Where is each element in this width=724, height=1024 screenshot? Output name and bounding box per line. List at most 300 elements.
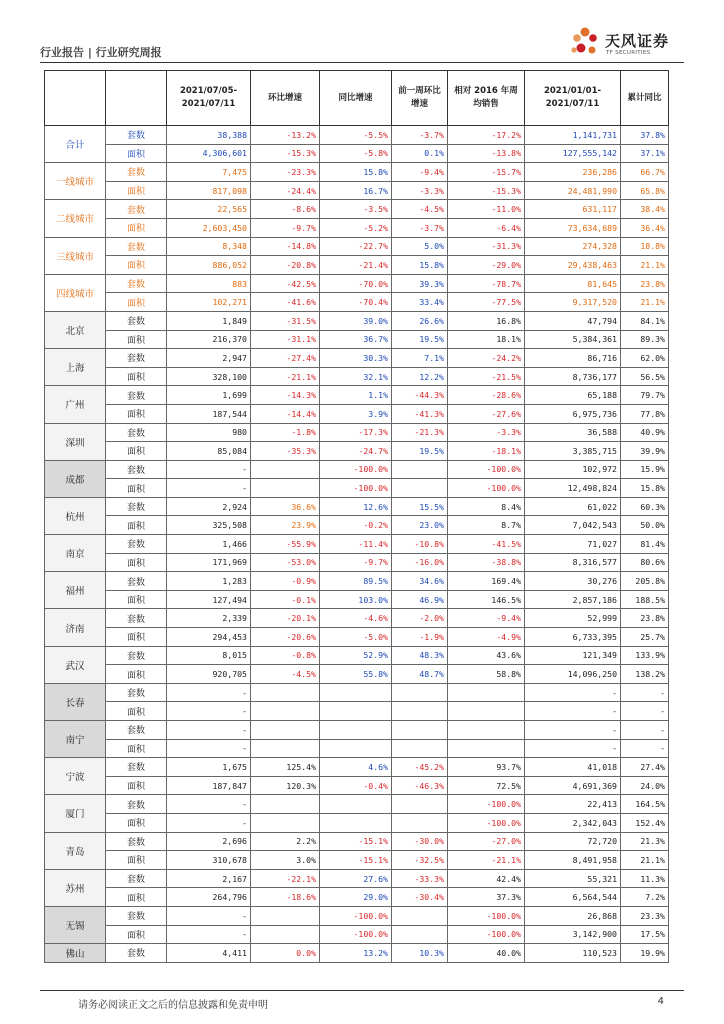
value-cell: -9.7% xyxy=(251,218,320,237)
value-cell xyxy=(251,739,320,758)
value-cell: 37.1% xyxy=(621,144,669,163)
metric-cell: 套数 xyxy=(106,237,167,256)
value-cell: -70.0% xyxy=(320,274,392,293)
metric-cell: 套数 xyxy=(106,163,167,182)
value-cell: -70.4% xyxy=(320,293,392,312)
footer-divider xyxy=(40,990,684,991)
table-row xyxy=(45,906,669,925)
weekly-value-cell: - xyxy=(167,925,251,944)
value-cell: 60.3% xyxy=(621,497,669,516)
value-cell xyxy=(392,721,448,740)
value-cell: 2,342,043 xyxy=(525,813,621,832)
value-cell: 84.1% xyxy=(621,311,669,330)
weekly-value-cell: - xyxy=(167,739,251,758)
table-row xyxy=(45,126,669,145)
value-cell: -4.9% xyxy=(448,628,525,647)
value-cell: -42.5% xyxy=(251,274,320,293)
column-header xyxy=(106,71,167,126)
value-cell: 56.5% xyxy=(621,367,669,386)
value-cell: -24.2% xyxy=(448,349,525,368)
value-cell: 8.4% xyxy=(448,497,525,516)
sales-table xyxy=(44,70,669,963)
weekly-value-cell: 4,411 xyxy=(167,944,251,963)
value-cell: 103.0% xyxy=(320,590,392,609)
value-cell: 81,645 xyxy=(525,274,621,293)
metric-cell: 套数 xyxy=(106,609,167,628)
table-row xyxy=(45,683,669,702)
value-cell: 5.0% xyxy=(392,237,448,256)
value-cell xyxy=(251,721,320,740)
table-body xyxy=(45,126,669,963)
value-cell xyxy=(251,683,320,702)
value-cell: -38.8% xyxy=(448,553,525,572)
table-row xyxy=(45,293,669,312)
weekly-value-cell: 102,271 xyxy=(167,293,251,312)
value-cell: -100.0% xyxy=(320,479,392,498)
city-cell: 上海 xyxy=(45,349,106,386)
value-cell: 3,385,715 xyxy=(525,442,621,461)
value-cell: 23.8% xyxy=(621,274,669,293)
value-cell: -31.3% xyxy=(448,237,525,256)
value-cell: 4,691,369 xyxy=(525,776,621,795)
metric-cell: 面积 xyxy=(106,628,167,647)
value-cell: 102,972 xyxy=(525,460,621,479)
value-cell: 33.4% xyxy=(392,293,448,312)
value-cell: 2,857,186 xyxy=(525,590,621,609)
value-cell: 40.0% xyxy=(448,944,525,963)
value-cell xyxy=(251,795,320,814)
table-row xyxy=(45,851,669,870)
metric-cell: 套数 xyxy=(106,349,167,368)
city-cell: 无锡 xyxy=(45,906,106,943)
value-cell: 7.2% xyxy=(621,888,669,907)
value-cell: -15.3% xyxy=(251,144,320,163)
table-row xyxy=(45,460,669,479)
value-cell: -11.4% xyxy=(320,535,392,554)
value-cell: 41,018 xyxy=(525,758,621,777)
weekly-value-cell: 38,388 xyxy=(167,126,251,145)
weekly-value-cell: 216,370 xyxy=(167,330,251,349)
weekly-value-cell: - xyxy=(167,906,251,925)
value-cell: -2.0% xyxy=(392,609,448,628)
value-cell: 169.4% xyxy=(448,572,525,591)
value-cell: -5.5% xyxy=(320,126,392,145)
value-cell: -15.3% xyxy=(448,181,525,200)
value-cell: - xyxy=(621,702,669,721)
value-cell: -3.3% xyxy=(448,423,525,442)
value-cell: -0.8% xyxy=(251,646,320,665)
table-row xyxy=(45,367,669,386)
value-cell: 36.7% xyxy=(320,330,392,349)
value-cell: 0.1% xyxy=(392,144,448,163)
metric-cell: 套数 xyxy=(106,423,167,442)
page-number: 4 xyxy=(657,996,664,1007)
column-header: 2021/07/05- 2021/07/11 xyxy=(167,71,251,126)
value-cell: -3.3% xyxy=(392,181,448,200)
value-cell: -13.2% xyxy=(251,126,320,145)
table-row xyxy=(45,609,669,628)
value-cell: -41.3% xyxy=(392,404,448,423)
value-cell: 39.3% xyxy=(392,274,448,293)
value-cell: 146.5% xyxy=(448,590,525,609)
value-cell: 27.6% xyxy=(320,869,392,888)
weekly-value-cell: 2,947 xyxy=(167,349,251,368)
table-row xyxy=(45,386,669,405)
value-cell: 14,096,250 xyxy=(525,665,621,684)
value-cell: -1.8% xyxy=(251,423,320,442)
value-cell: 21.3% xyxy=(621,832,669,851)
value-cell: -18.6% xyxy=(251,888,320,907)
weekly-value-cell: 4,306,601 xyxy=(167,144,251,163)
weekly-value-cell: 85,084 xyxy=(167,442,251,461)
value-cell: 40.9% xyxy=(621,423,669,442)
value-cell: 6,564,544 xyxy=(525,888,621,907)
value-cell xyxy=(448,739,525,758)
value-cell: 3,142,900 xyxy=(525,925,621,944)
value-cell: 89.5% xyxy=(320,572,392,591)
value-cell: -23.3% xyxy=(251,163,320,182)
value-cell xyxy=(392,925,448,944)
value-cell: 30,276 xyxy=(525,572,621,591)
metric-cell: 套数 xyxy=(106,869,167,888)
value-cell: 19.9% xyxy=(621,944,669,963)
column-header: 环比增速 xyxy=(251,71,320,126)
table-row xyxy=(45,479,669,498)
weekly-value-cell: 817,098 xyxy=(167,181,251,200)
value-cell: 133.9% xyxy=(621,646,669,665)
value-cell xyxy=(392,739,448,758)
city-cell: 武汉 xyxy=(45,646,106,683)
table-row xyxy=(45,516,669,535)
value-cell xyxy=(392,702,448,721)
value-cell: 8,316,577 xyxy=(525,553,621,572)
value-cell: -30.0% xyxy=(392,832,448,851)
value-cell: -14.8% xyxy=(251,237,320,256)
value-cell: -100.0% xyxy=(320,925,392,944)
weekly-value-cell: - xyxy=(167,683,251,702)
value-cell: -18.1% xyxy=(448,442,525,461)
table-row xyxy=(45,646,669,665)
value-cell: 7.1% xyxy=(392,349,448,368)
value-cell: -14.4% xyxy=(251,404,320,423)
value-cell: -4.5% xyxy=(251,665,320,684)
value-cell: 26,868 xyxy=(525,906,621,925)
metric-cell: 面积 xyxy=(106,888,167,907)
value-cell: -21.4% xyxy=(320,256,392,275)
value-cell: 631,117 xyxy=(525,200,621,219)
table-row xyxy=(45,590,669,609)
value-cell: 7,042,543 xyxy=(525,516,621,535)
value-cell: 125.4% xyxy=(251,758,320,777)
table-row xyxy=(45,553,669,572)
metric-cell: 面积 xyxy=(106,851,167,870)
table-row xyxy=(45,721,669,740)
value-cell xyxy=(320,683,392,702)
value-cell: 15.8% xyxy=(621,479,669,498)
metric-cell: 面积 xyxy=(106,553,167,572)
value-cell: 19.5% xyxy=(392,330,448,349)
value-cell: 58.8% xyxy=(448,665,525,684)
value-cell: 12.6% xyxy=(320,497,392,516)
value-cell xyxy=(448,721,525,740)
value-cell: 15.5% xyxy=(392,497,448,516)
value-cell: 72,720 xyxy=(525,832,621,851)
value-cell: -14.3% xyxy=(251,386,320,405)
weekly-value-cell: - xyxy=(167,721,251,740)
value-cell: 152.4% xyxy=(621,813,669,832)
value-cell: 38.4% xyxy=(621,200,669,219)
value-cell: 18.8% xyxy=(621,237,669,256)
value-cell xyxy=(392,795,448,814)
city-cell: 宁波 xyxy=(45,758,106,795)
table-row xyxy=(45,274,669,293)
value-cell: 138.2% xyxy=(621,665,669,684)
value-cell: 5,384,361 xyxy=(525,330,621,349)
metric-cell: 面积 xyxy=(106,739,167,758)
table-row xyxy=(45,813,669,832)
value-cell: -4.5% xyxy=(392,200,448,219)
value-cell: -5.2% xyxy=(320,218,392,237)
table-row xyxy=(45,776,669,795)
metric-cell: 面积 xyxy=(106,442,167,461)
table-row xyxy=(45,944,669,963)
value-cell: 11.3% xyxy=(621,869,669,888)
table-row xyxy=(45,404,669,423)
metric-cell: 套数 xyxy=(106,721,167,740)
metric-cell: 面积 xyxy=(106,293,167,312)
value-cell: -15.1% xyxy=(320,832,392,851)
value-cell: 32.1% xyxy=(320,367,392,386)
value-cell: 25.7% xyxy=(621,628,669,647)
metric-cell: 面积 xyxy=(106,776,167,795)
weekly-value-cell: 294,453 xyxy=(167,628,251,647)
value-cell: -5.8% xyxy=(320,144,392,163)
value-cell: 110,523 xyxy=(525,944,621,963)
value-cell: 36.6% xyxy=(251,497,320,516)
weekly-value-cell: 2,167 xyxy=(167,869,251,888)
value-cell: 23.3% xyxy=(621,906,669,925)
weekly-value-cell: 2,924 xyxy=(167,497,251,516)
value-cell: 10.3% xyxy=(392,944,448,963)
value-cell: 15.8% xyxy=(392,256,448,275)
value-cell: 1.1% xyxy=(320,386,392,405)
weekly-value-cell: 2,603,450 xyxy=(167,218,251,237)
value-cell: -3.7% xyxy=(392,218,448,237)
column-header: 2021/01/01- 2021/07/11 xyxy=(525,71,621,126)
table-row xyxy=(45,628,669,647)
value-cell: -100.0% xyxy=(320,906,392,925)
value-cell: -100.0% xyxy=(448,925,525,944)
value-cell: 80.6% xyxy=(621,553,669,572)
value-cell: 86,716 xyxy=(525,349,621,368)
value-cell xyxy=(251,460,320,479)
value-cell: 65.8% xyxy=(621,181,669,200)
value-cell: -45.2% xyxy=(392,758,448,777)
value-cell: 48.7% xyxy=(392,665,448,684)
value-cell: -6.4% xyxy=(448,218,525,237)
table-row xyxy=(45,256,669,275)
metric-cell: 面积 xyxy=(106,665,167,684)
value-cell: -22.1% xyxy=(251,869,320,888)
value-cell xyxy=(320,702,392,721)
value-cell: -0.1% xyxy=(251,590,320,609)
metric-cell: 套数 xyxy=(106,646,167,665)
metric-cell: 面积 xyxy=(106,218,167,237)
value-cell: -5.0% xyxy=(320,628,392,647)
value-cell: -78.7% xyxy=(448,274,525,293)
disclaimer: 请务必阅读正文之后的信息披露和免责申明 xyxy=(78,1000,268,1011)
value-cell: 42.4% xyxy=(448,869,525,888)
value-cell xyxy=(251,479,320,498)
table-row xyxy=(45,181,669,200)
weekly-value-cell: 1,699 xyxy=(167,386,251,405)
value-cell: 21.1% xyxy=(621,293,669,312)
value-cell: 52,999 xyxy=(525,609,621,628)
city-cell: 合计 xyxy=(45,126,106,163)
value-cell: 47,794 xyxy=(525,311,621,330)
value-cell: 48.3% xyxy=(392,646,448,665)
metric-cell: 面积 xyxy=(106,813,167,832)
value-cell: -9.7% xyxy=(320,553,392,572)
value-cell: -1.9% xyxy=(392,628,448,647)
value-cell xyxy=(448,702,525,721)
value-cell: -17.2% xyxy=(448,126,525,145)
metric-cell: 套数 xyxy=(106,832,167,851)
value-cell: 16.7% xyxy=(320,181,392,200)
value-cell: 127,555,142 xyxy=(525,144,621,163)
city-cell: 成都 xyxy=(45,460,106,497)
metric-cell: 套数 xyxy=(106,683,167,702)
value-cell: -35.3% xyxy=(251,442,320,461)
metric-cell: 面积 xyxy=(106,181,167,200)
value-cell: 18.1% xyxy=(448,330,525,349)
city-cell: 深圳 xyxy=(45,423,106,460)
weekly-value-cell: 980 xyxy=(167,423,251,442)
value-cell: -8.6% xyxy=(251,200,320,219)
city-cell: 北京 xyxy=(45,311,106,348)
table-row xyxy=(45,144,669,163)
value-cell: 8,491,958 xyxy=(525,851,621,870)
value-cell: -4.6% xyxy=(320,609,392,628)
weekly-value-cell: 310,678 xyxy=(167,851,251,870)
value-cell: 36,588 xyxy=(525,423,621,442)
value-cell: 55.8% xyxy=(320,665,392,684)
value-cell: -24.4% xyxy=(251,181,320,200)
value-cell: - xyxy=(525,739,621,758)
weekly-value-cell: 22,565 xyxy=(167,200,251,219)
value-cell xyxy=(251,925,320,944)
weekly-value-cell: 2,339 xyxy=(167,609,251,628)
value-cell: -21.1% xyxy=(251,367,320,386)
value-cell: -27.6% xyxy=(448,404,525,423)
table-row xyxy=(45,925,669,944)
value-cell: -15.1% xyxy=(320,851,392,870)
weekly-value-cell: 328,100 xyxy=(167,367,251,386)
value-cell xyxy=(448,683,525,702)
city-cell: 青岛 xyxy=(45,832,106,869)
value-cell: 65,188 xyxy=(525,386,621,405)
table-row xyxy=(45,535,669,554)
brand-name: 天风证券 xyxy=(605,32,670,50)
metric-cell: 套数 xyxy=(106,906,167,925)
table-row xyxy=(45,237,669,256)
value-cell xyxy=(392,906,448,925)
city-cell: 苏州 xyxy=(45,869,106,906)
value-cell: 15.9% xyxy=(621,460,669,479)
value-cell: -0.2% xyxy=(320,516,392,535)
value-cell: 21.1% xyxy=(621,851,669,870)
city-cell: 一线城市 xyxy=(45,163,106,200)
metric-cell: 套数 xyxy=(106,572,167,591)
value-cell: -27.0% xyxy=(448,832,525,851)
value-cell: -100.0% xyxy=(448,479,525,498)
value-cell: 81.4% xyxy=(621,535,669,554)
table-row xyxy=(45,572,669,591)
value-cell: 16.8% xyxy=(448,311,525,330)
weekly-value-cell: - xyxy=(167,795,251,814)
table-row xyxy=(45,311,669,330)
value-cell xyxy=(392,683,448,702)
value-cell: 71,027 xyxy=(525,535,621,554)
value-cell: 66.7% xyxy=(621,163,669,182)
column-header: 累计同比 xyxy=(621,71,669,126)
value-cell: 12,498,824 xyxy=(525,479,621,498)
value-cell: - xyxy=(525,683,621,702)
table-row xyxy=(45,423,669,442)
value-cell xyxy=(392,479,448,498)
metric-cell: 面积 xyxy=(106,330,167,349)
metric-cell: 面积 xyxy=(106,404,167,423)
header-divider xyxy=(40,62,684,63)
weekly-value-cell: 325,508 xyxy=(167,516,251,535)
value-cell: 79.7% xyxy=(621,386,669,405)
value-cell: -100.0% xyxy=(448,906,525,925)
city-cell: 二线城市 xyxy=(45,200,106,237)
value-cell: 9,317,520 xyxy=(525,293,621,312)
value-cell xyxy=(320,721,392,740)
value-cell: -9.4% xyxy=(448,609,525,628)
value-cell: -32.5% xyxy=(392,851,448,870)
value-cell: -31.1% xyxy=(251,330,320,349)
value-cell: 39.0% xyxy=(320,311,392,330)
value-cell: 188.5% xyxy=(621,590,669,609)
weekly-value-cell: 8,015 xyxy=(167,646,251,665)
metric-cell: 面积 xyxy=(106,144,167,163)
brand-logo-icon xyxy=(568,26,602,60)
value-cell: 30.3% xyxy=(320,349,392,368)
value-cell xyxy=(392,460,448,479)
value-cell: -29.0% xyxy=(448,256,525,275)
value-cell: 37.3% xyxy=(448,888,525,907)
weekly-value-cell: 171,969 xyxy=(167,553,251,572)
value-cell: 37.8% xyxy=(621,126,669,145)
weekly-value-cell: - xyxy=(167,813,251,832)
value-cell: 23.8% xyxy=(621,609,669,628)
value-cell: 22,413 xyxy=(525,795,621,814)
value-cell: 34.6% xyxy=(392,572,448,591)
value-cell: - xyxy=(621,739,669,758)
value-cell: -41.5% xyxy=(448,535,525,554)
value-cell: - xyxy=(621,683,669,702)
value-cell xyxy=(320,813,392,832)
column-header: 前一周环比增速 xyxy=(392,71,448,126)
weekly-value-cell: 187,544 xyxy=(167,404,251,423)
city-cell: 南宁 xyxy=(45,721,106,758)
value-cell: -3.7% xyxy=(392,126,448,145)
value-cell xyxy=(251,813,320,832)
value-cell: -0.9% xyxy=(251,572,320,591)
value-cell: -100.0% xyxy=(320,460,392,479)
